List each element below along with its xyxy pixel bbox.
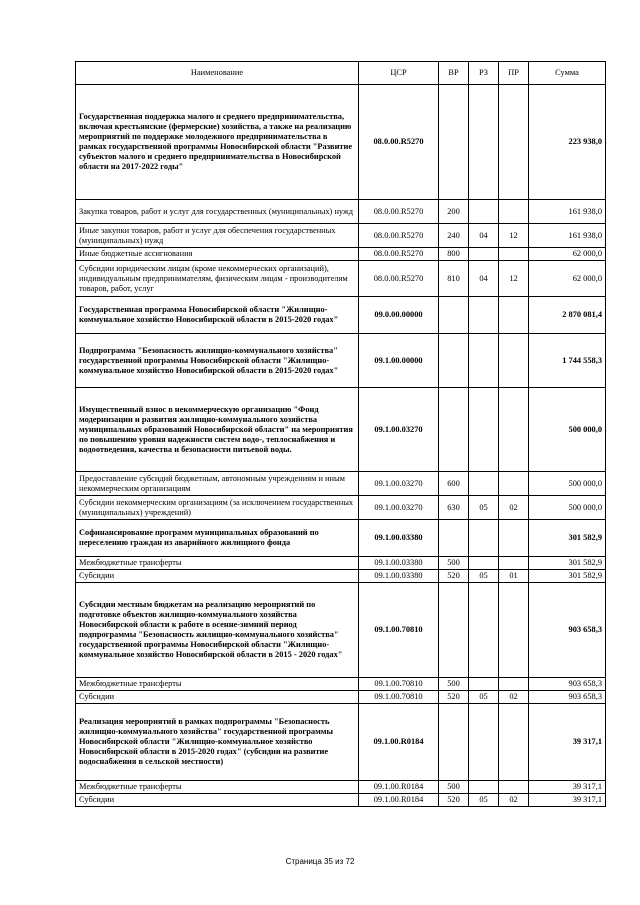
cell-rz — [469, 678, 499, 691]
cell-rz: 05 — [469, 496, 499, 520]
cell-csr: 09.1.00.03380 — [359, 557, 439, 570]
cell-name: Реализация мероприятий в рамках подпрограммы "Безопасность жилищно-коммунального хозяйства" государственной программы Новосибирской области "Жилищно-коммунальное хозяйство Новосибирской области в 2015-2020 годах" (субсидии на развитие водоснабжения в сельской местности) — [76, 704, 359, 781]
cell-csr: 09.1.00.03270 — [359, 496, 439, 520]
cell-pr — [499, 200, 529, 224]
table-body — [76, 85, 606, 807]
cell-vr: 520 — [439, 794, 469, 807]
cell-vr: 200 — [439, 200, 469, 224]
cell-csr: 08.0.00.R5270 — [359, 224, 439, 248]
cell-name: Субсидии юридическим лицам (кроме некоммерческих организаций), индивидуальным предпринимателям, физическим лицам - производителям товаров, работ, услуг — [76, 261, 359, 297]
cell-rz — [469, 781, 499, 794]
cell-csr: 09.1.00.03380 — [359, 570, 439, 583]
cell-sum: 223 938,0 — [529, 85, 606, 200]
cell-csr: 09.1.00.70810 — [359, 691, 439, 704]
cell-csr: 08.0.00.R5270 — [359, 85, 439, 200]
cell-vr: 800 — [439, 248, 469, 261]
table-row — [76, 297, 606, 334]
cell-pr — [499, 334, 529, 388]
cell-rz — [469, 472, 499, 496]
cell-name: Подпрограмма "Безопасность жилищно-коммунального хозяйства" государственной программы Новосибирской области "Жилищно-коммунальное хозяйство Новосибирской области в 2015-2020 годах" — [76, 334, 359, 388]
table-row — [76, 248, 606, 261]
table-row — [76, 224, 606, 248]
table-row — [76, 334, 606, 388]
cell-name: Субсидии — [76, 794, 359, 807]
cell-csr: 08.0.00.R5270 — [359, 261, 439, 297]
cell-pr — [499, 781, 529, 794]
cell-vr: 500 — [439, 557, 469, 570]
cell-pr — [499, 678, 529, 691]
cell-pr — [499, 85, 529, 200]
cell-vr: 520 — [439, 570, 469, 583]
header-rz: РЗ — [469, 62, 499, 85]
cell-vr: 600 — [439, 472, 469, 496]
cell-sum: 62 000,0 — [529, 248, 606, 261]
cell-vr — [439, 583, 469, 678]
cell-name: Предоставление субсидий бюджетным, автономным учреждениям и иным некоммерческим организациям — [76, 472, 359, 496]
cell-name: Субсидии некоммерческим организациям (за исключением государственных (муниципальных) учреждений) — [76, 496, 359, 520]
cell-name: Межбюджетные трансферты — [76, 557, 359, 570]
table-row — [76, 388, 606, 472]
cell-rz — [469, 334, 499, 388]
header-sum: Сумма — [529, 62, 606, 85]
cell-pr — [499, 557, 529, 570]
table-row — [76, 781, 606, 794]
table-row — [76, 583, 606, 678]
cell-vr: 520 — [439, 691, 469, 704]
cell-pr: 01 — [499, 570, 529, 583]
cell-csr: 09.1.00.70810 — [359, 583, 439, 678]
cell-vr — [439, 334, 469, 388]
cell-vr: 810 — [439, 261, 469, 297]
cell-rz — [469, 583, 499, 678]
cell-pr — [499, 388, 529, 472]
cell-sum: 39 317,1 — [529, 704, 606, 781]
cell-sum: 301 582,9 — [529, 557, 606, 570]
cell-sum: 903 658,3 — [529, 583, 606, 678]
cell-csr: 09.1.00.70810 — [359, 678, 439, 691]
cell-pr — [499, 297, 529, 334]
budget-table-container — [75, 61, 605, 807]
cell-name: Межбюджетные трансферты — [76, 781, 359, 794]
cell-rz: 05 — [469, 794, 499, 807]
cell-vr: 240 — [439, 224, 469, 248]
table-row — [76, 261, 606, 297]
cell-rz: 05 — [469, 691, 499, 704]
cell-vr — [439, 85, 469, 200]
header-pr: ПР — [499, 62, 529, 85]
cell-sum: 903 658,3 — [529, 691, 606, 704]
cell-name: Софинансирование программ муниципальных образований по переселению граждан из аварийного жилищного фонда — [76, 520, 359, 557]
table-row — [76, 85, 606, 200]
cell-pr: 02 — [499, 496, 529, 520]
table-row — [76, 472, 606, 496]
cell-csr: 09.1.00.00000 — [359, 334, 439, 388]
table-row — [76, 520, 606, 557]
cell-vr — [439, 297, 469, 334]
cell-sum: 1 744 558,3 — [529, 334, 606, 388]
cell-csr: 09.1.00.03270 — [359, 388, 439, 472]
header-name: Наименование — [76, 62, 359, 85]
cell-name: Субсидии местным бюджетам на реализацию мероприятий по подготовке объектов жилищно-коммунального хозяйства Новосибирской области к работе в осенне-зимний период подпрограммы "Безопасность жилищно-коммунального хозяйства" государственной программы Новосибирской области "Жилищно-коммунальное хозяйство Новосибирской области в 2015 - 2020 годах" — [76, 583, 359, 678]
cell-csr: 09.1.00.R0184 — [359, 781, 439, 794]
cell-rz — [469, 388, 499, 472]
table-row — [76, 691, 606, 704]
cell-vr: 500 — [439, 781, 469, 794]
cell-rz — [469, 520, 499, 557]
cell-pr — [499, 520, 529, 557]
page-number: Страница 35 из 72 — [285, 857, 355, 866]
cell-pr: 02 — [499, 691, 529, 704]
cell-rz — [469, 704, 499, 781]
cell-csr: 09.0.00.00000 — [359, 297, 439, 334]
cell-name: Субсидии — [76, 691, 359, 704]
cell-sum: 39 317,1 — [529, 781, 606, 794]
table-row — [76, 794, 606, 807]
cell-pr — [499, 248, 529, 261]
budget-table — [75, 61, 606, 807]
cell-rz — [469, 557, 499, 570]
cell-sum: 301 582,9 — [529, 520, 606, 557]
cell-pr — [499, 704, 529, 781]
cell-pr — [499, 472, 529, 496]
cell-vr — [439, 520, 469, 557]
cell-rz — [469, 297, 499, 334]
cell-name: Государственная программа Новосибирской области "Жилищно-коммунальное хозяйство Новосибирской области в 2015-2020 годах" — [76, 297, 359, 334]
cell-sum: 39 317,1 — [529, 794, 606, 807]
cell-pr: 12 — [499, 261, 529, 297]
cell-rz: 05 — [469, 570, 499, 583]
cell-sum: 301 582,9 — [529, 570, 606, 583]
cell-sum: 500 000,0 — [529, 388, 606, 472]
cell-sum: 62 000,0 — [529, 261, 606, 297]
cell-sum: 2 870 081,4 — [529, 297, 606, 334]
cell-rz: 04 — [469, 224, 499, 248]
cell-sum: 500 000,0 — [529, 496, 606, 520]
cell-vr — [439, 704, 469, 781]
cell-vr: 630 — [439, 496, 469, 520]
cell-vr: 500 — [439, 678, 469, 691]
cell-name: Субсидии — [76, 570, 359, 583]
table-row — [76, 200, 606, 224]
table-header-row — [76, 62, 606, 85]
cell-rz — [469, 200, 499, 224]
cell-rz — [469, 248, 499, 261]
cell-csr: 09.1.00.03270 — [359, 472, 439, 496]
cell-csr: 09.1.00.R0184 — [359, 704, 439, 781]
table-row — [76, 570, 606, 583]
cell-pr: 02 — [499, 794, 529, 807]
cell-sum: 903 658,3 — [529, 678, 606, 691]
cell-csr: 09.1.00.R0184 — [359, 794, 439, 807]
table-row — [76, 678, 606, 691]
cell-name: Имущественный взнос в некоммерческую организацию "Фонд модернизации и развития жилищно-коммунального хозяйства муниципальных образований Новосибирской области" на мероприятия по повышению уровня надежности систем водо-, теплоснабжения и водоотведения, качества и безопасности питьевой воды. — [76, 388, 359, 472]
cell-sum: 500 000,0 — [529, 472, 606, 496]
cell-name: Иные закупки товаров, работ и услуг для обеспечения государственных (муниципальных) нужд — [76, 224, 359, 248]
header-vr: ВР — [439, 62, 469, 85]
table-row — [76, 704, 606, 781]
cell-pr — [499, 583, 529, 678]
table-row — [76, 496, 606, 520]
cell-name: Закупка товаров, работ и услуг для государственных (муниципальных) нужд — [76, 200, 359, 224]
table-row — [76, 557, 606, 570]
cell-rz — [469, 85, 499, 200]
cell-name: Межбюджетные трансферты — [76, 678, 359, 691]
cell-name: Иные бюджетные ассигнования — [76, 248, 359, 261]
cell-rz: 04 — [469, 261, 499, 297]
cell-csr: 08.0.00.R5270 — [359, 248, 439, 261]
cell-name: Государственная поддержка малого и среднего предпринимательства, включая крестьянские (фермерские) хозяйства, а также на реализацию мероприятий по поддержке молодежного предпринимательства в рамках государственной программы Новосибирской области "Развитие субъектов малого и среднего предпринимательства в Новосибирской области на 2017-2022 годы" — [76, 85, 359, 200]
cell-csr: 09.1.00.03380 — [359, 520, 439, 557]
cell-pr: 12 — [499, 224, 529, 248]
cell-sum: 161 938,0 — [529, 200, 606, 224]
header-csr: ЦСР — [359, 62, 439, 85]
cell-vr — [439, 388, 469, 472]
cell-csr: 08.0.00.R5270 — [359, 200, 439, 224]
cell-sum: 161 938,0 — [529, 224, 606, 248]
